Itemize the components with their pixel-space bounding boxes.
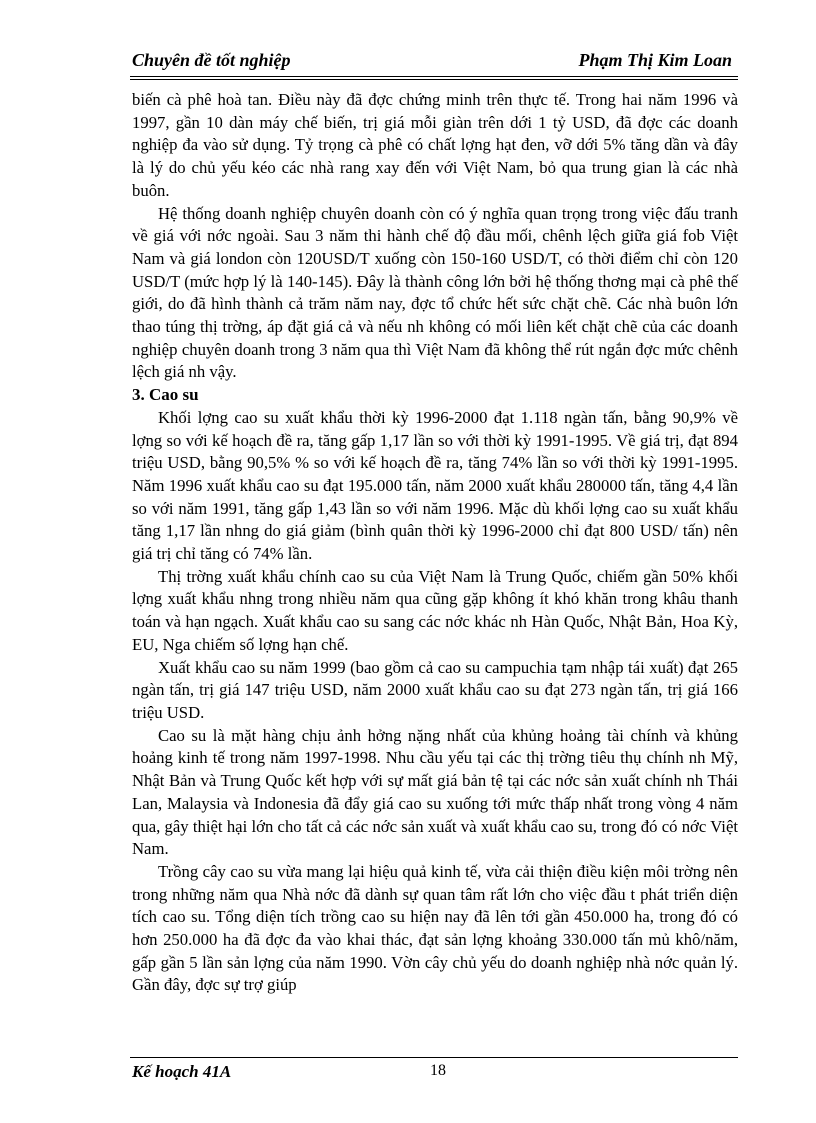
- document-body: [132, 89, 738, 997]
- header-author-name: Phạm Thị Kim Loan: [578, 50, 732, 70]
- header-divider-double: [130, 79, 738, 80]
- paragraph-rubber-markets: Thị trờng xuất khẩu chính cao su của Việt Nam là Trung Quốc, chiếm gần 50% khối lợng xuất khẩu nhng trong nhiều năm qua cũng gặp không ít khó khăn trong khâu thanh toán và hạn ngạch. Xuất khẩu cao su sang các nớc khác nh Hàn Quốc, Nhật Bản, Hoa Kỳ, EU, Nga chiếm số lợng hạn chế.: [132, 566, 738, 654]
- paragraph-rubber-crisis: Cao su là mặt hàng chịu ảnh hởng nặng nhất của khủng hoảng tài chính và khủng hoảng kinh tế trong năm 1997-1998. Nhu cầu yếu tại các thị trờng tiêu thụ chính nh Mỹ, Nhật Bản và Trung Quốc kết hợp với sự mất giá bản tệ tại các nớc sản xuất chính nh Thái Lan, Malaysia và Indonesia đã đẩy giá cao su xuống tới mức thấp nhất trong vòng 4 năm qua, gây thiệt hại lớn cho tất cả các nớc sản xuất và xuất khẩu cao su, trong đó có nớc Việt Nam.: [132, 725, 738, 859]
- page-footer: [132, 1062, 738, 1086]
- page-number: 18: [430, 1062, 446, 1079]
- footer-divider: [130, 1057, 738, 1058]
- header-document-title: Chuyên đề tốt nghiệp: [132, 50, 291, 70]
- header-divider: [130, 76, 738, 77]
- section-heading-rubber: 3. Cao su: [132, 385, 199, 405]
- paragraph-coffee-trading-system: Hệ thống doanh nghiệp chuyên doanh còn có ý nghĩa quan trọng trong việc đấu tranh về giá với nớc ngoài. Sau 3 năm thi hành chế độ đầu mối, chênh lệch giữa giá fob Việt Nam và giá london còn 120USD/T xuống còn 150-160 USD/T, có thời điểm chỉ còn 120 USD/T (mức hợp lý là 140-145). Đây là thành công lớn bởi hệ thống thơng mại cà phê thế giới, do đã hình thành cả trăm năm nay, đợc tổ chức hết sức chặt chẽ. Các nhà buôn lớn thao túng thị trờng, áp đặt giá cả và nếu nh không có mối liên kết chặt chẽ của các doanh nghiệp chuyên doanh trong 3 năm qua thì Việt Nam đã không thể rút ngắn đợc mức chênh lệch giá nh vậy.: [132, 203, 738, 382]
- paragraph-coffee-processing: biến cà phê hoà tan. Điều này đã đợc chứng minh trên thực tế. Trong hai năm 1996 và 1997, gần 10 dàn máy chế biến, trị giá mỗi giàn trên dới 1 tỷ USD, đã đợc các doanh nghiệp đa vào sử dụng. Tỷ trọng cà phê có chất lợng hạt đen, vỡ dới 5% tăng dần và đây là lý do chủ yếu kéo các nhà rang xay đến với Việt Nam, bỏ qua trung gian là các nhà buôn.: [132, 90, 738, 200]
- paragraph-rubber-1999-2000: Xuất khẩu cao su năm 1999 (bao gồm cả cao su campuchia tạm nhập tái xuất) đạt 265 ngàn tấn, trị giá 147 triệu USD, năm 2000 xuất khẩu cao su đạt 273 ngàn tấn, trị giá 166 triệu USD.: [132, 657, 738, 722]
- footer-class-label: Kế hoạch 41A: [132, 1062, 232, 1081]
- paragraph-rubber-planting: Trồng cây cao su vừa mang lại hiệu quả kinh tế, vừa cải thiện điều kiện môi trờng nên trong những năm qua Nhà nớc đã dành sự quan tâm rất lớn cho việc đầu t phát triển diện tích cao su. Tổng diện tích trồng cao su hiện nay đã lên tới gần 450.000 ha, trong đó có hơn 250.000 ha đã đợc đa vào khai thác, đạt sản lợng khoảng 330.000 tấn mủ khô/năm, gấp gần 5 lần sản lợng của năm 1990. Vờn cây chủ yếu do doanh nghiệp nhà nớc quản lý. Gần đây, đợc sự trợ giúp: [132, 861, 738, 995]
- paragraph-rubber-volume: Khối lợng cao su xuất khẩu thời kỳ 1996-2000 đạt 1.118 ngàn tấn, bằng 90,9% về lợng so với kế hoạch đề ra, tăng gấp 1,17 lần so với thời kỳ 1991-1995. Về giá trị, đạt 894 triệu USD, bằng 90,5% % so với kế hoạch đề ra, tăng 74% lần so với thời kỳ 1991-1995. Năm 1996 xuất khẩu cao su đạt 195.000 tấn, năm 2000 xuất khẩu 280000 tấn, tăng 4,4 lần so với năm 1991, tăng gấp 1,43 lần so với năm 1996. Mặc dù khối lợng cao su xuất khẩu tăng 1,17 lần nhng do giá giảm (bình quân thời kỳ 1996-2000 chỉ đạt 800 USD/ tấn) nên giá trị chỉ tăng có 74% lần.: [132, 407, 738, 564]
